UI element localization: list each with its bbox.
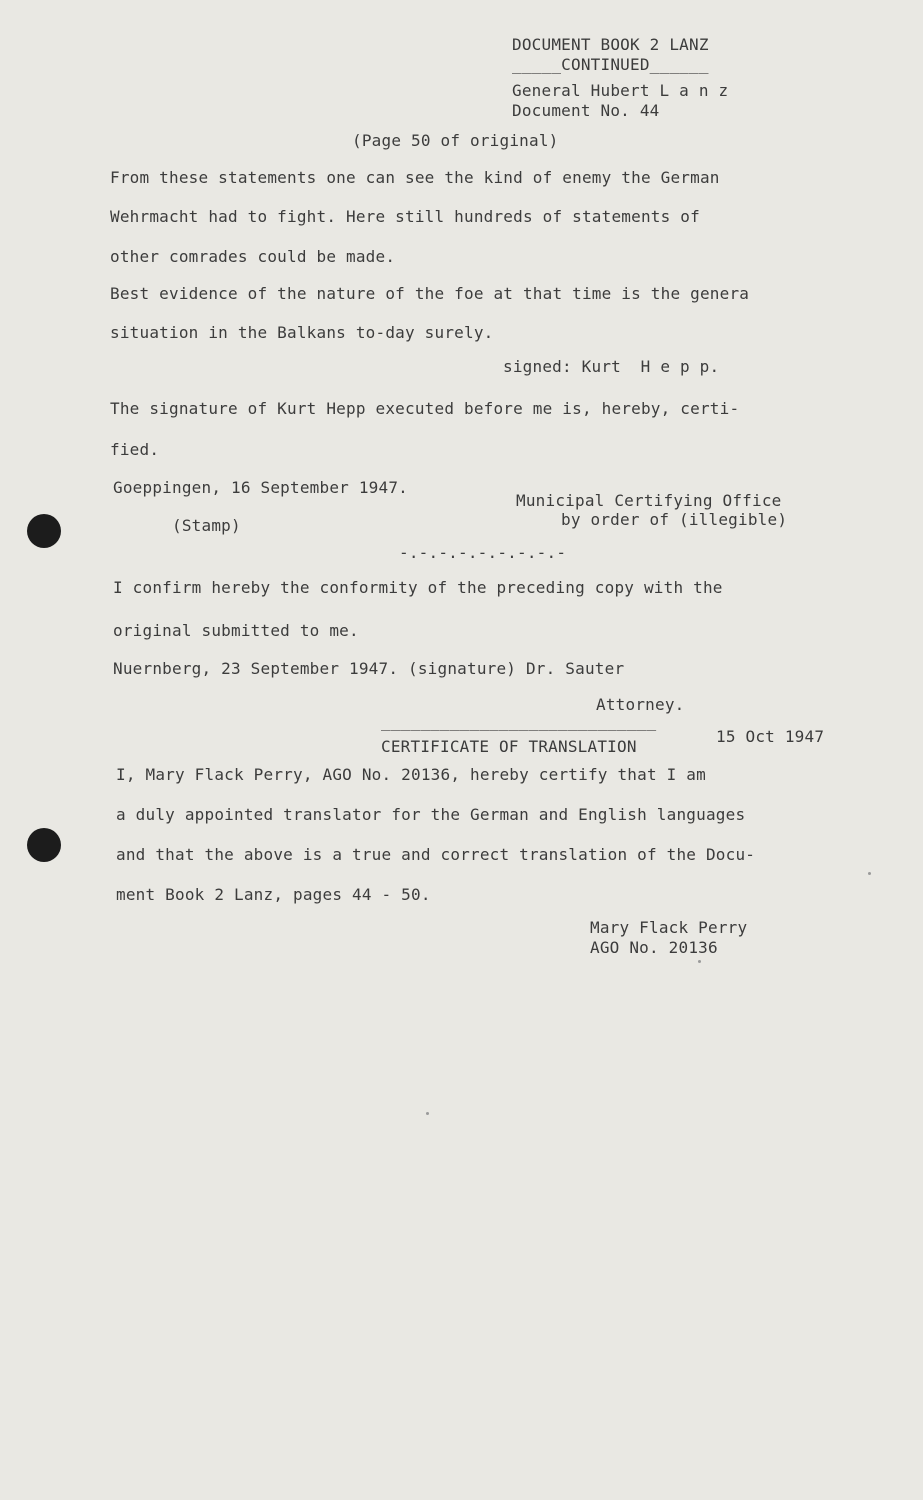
speck (426, 1112, 429, 1115)
body-line: fied. (110, 440, 160, 459)
certificate-title: CERTIFICATE OF TRANSLATION (381, 737, 637, 756)
certificate-line: I, Mary Flack Perry, AGO No. 20136, hereby certify that I am (116, 765, 706, 784)
speck (698, 960, 701, 963)
body-line: situation in the Balkans to-day surely. (110, 323, 494, 342)
punch-hole-top (27, 514, 61, 548)
body-line: Wehrmacht had to fight. Here still hundreds of statements of (110, 207, 700, 226)
punch-hole-bottom (27, 828, 61, 862)
speck (868, 872, 871, 875)
body-line: original submitted to me. (113, 621, 359, 640)
nuernberg-line: Nuernberg, 23 September 1947. (signature) Dr. Sauter (113, 659, 625, 678)
body-line: The signature of Kurt Hepp executed before me is, hereby, certi- (110, 399, 740, 418)
place-date: Goeppingen, 16 September 1947. (113, 478, 408, 497)
office-line: Municipal Certifying Office (516, 491, 782, 510)
certificate-line: a duly appointed translator for the German and English languages (116, 805, 746, 824)
office-line: by order of (illegible) (561, 510, 788, 529)
certificate-rule: ____________________________ (381, 712, 657, 731)
header-document-number: Document No. 44 (512, 101, 660, 120)
stamp-label: (Stamp) (172, 516, 241, 535)
attorney-line: Attorney. (596, 695, 685, 714)
header-general: General Hubert L a n z (512, 81, 729, 100)
translator-ago: AGO No. 20136 (590, 938, 718, 957)
translator-name: Mary Flack Perry (590, 918, 748, 937)
divider: -.-.-.-.-.-.-.-.- (399, 543, 567, 562)
page-reference: (Page 50 of original) (352, 131, 559, 150)
header-doc-book: DOCUMENT BOOK 2 LANZ (512, 35, 709, 54)
signed-line: signed: Kurt H e p p. (503, 357, 720, 376)
body-line: other comrades could be made. (110, 247, 396, 266)
certificate-line: ment Book 2 Lanz, pages 44 - 50. (116, 885, 431, 904)
body-line: Best evidence of the nature of the foe at that time is the genera (110, 284, 750, 303)
body-line: From these statements one can see the kind of enemy the German (110, 168, 720, 187)
header-continued: _____CONTINUED______ (512, 55, 709, 74)
certificate-date: 15 Oct 1947 (716, 727, 825, 746)
body-line: I confirm hereby the conformity of the preceding copy with the (113, 578, 723, 597)
certificate-line: and that the above is a true and correct translation of the Docu- (116, 845, 756, 864)
